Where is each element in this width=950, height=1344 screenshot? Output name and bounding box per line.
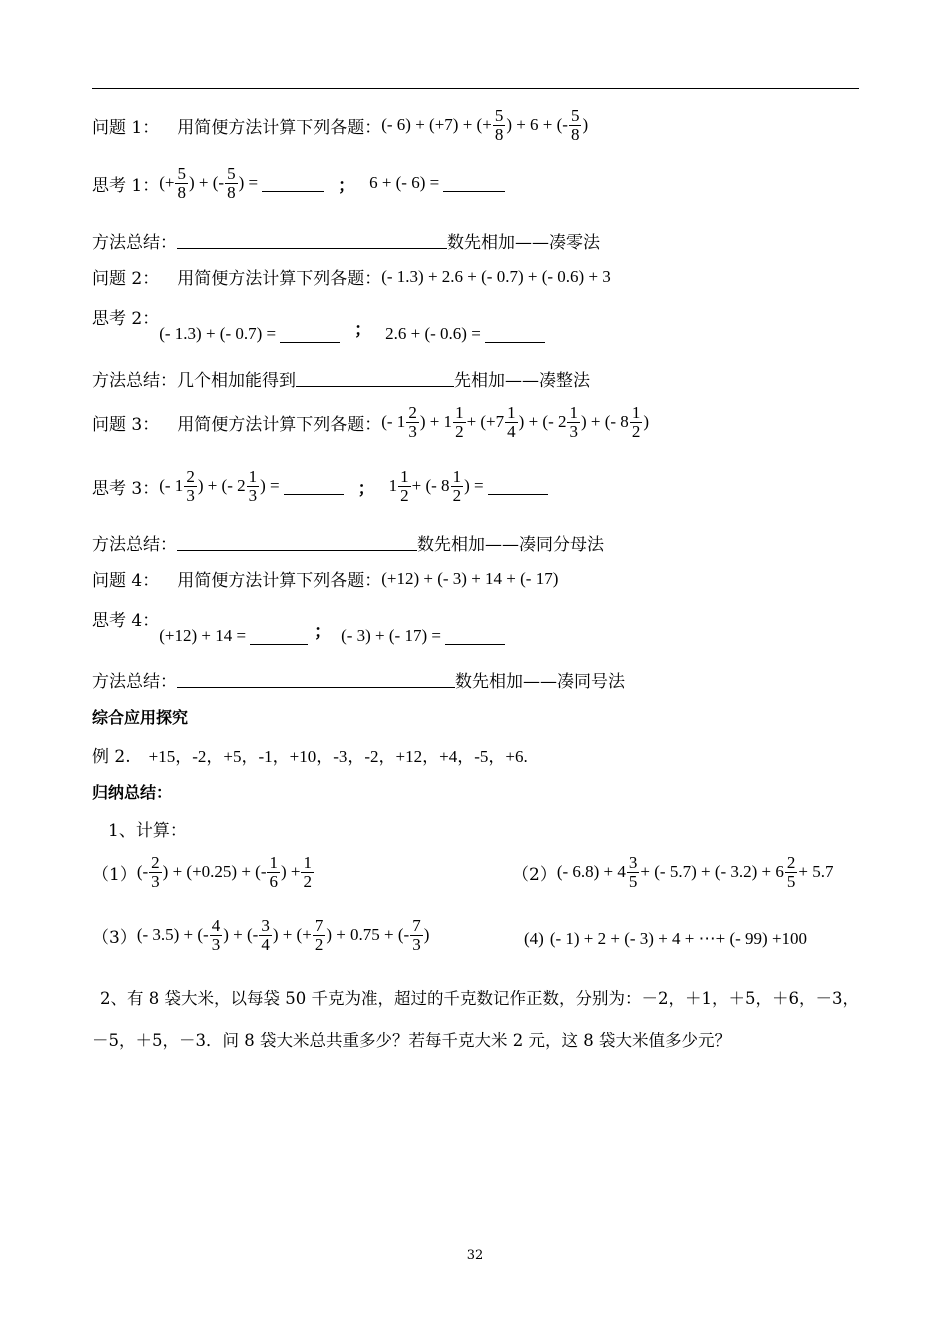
expr-part: ) = xyxy=(238,173,259,193)
separator: ； xyxy=(338,175,356,196)
denominator: 8 xyxy=(227,182,236,202)
think-2-expr-a: (- 1.3) + (- 0.7) = xyxy=(159,324,277,343)
expr-part: ) + (+ xyxy=(272,925,312,945)
method-2-mid: 几个相加能得到 xyxy=(177,371,296,391)
numerator: 1 xyxy=(269,853,278,872)
problem-2-expr xyxy=(557,854,834,891)
problem-1-label: （1） xyxy=(92,864,137,885)
numerator: 1 xyxy=(452,467,462,486)
method-1-tail: 数先相加——凑零法 xyxy=(447,233,600,253)
question-3-label: 问题 3： xyxy=(92,414,160,435)
expr-part: ) = xyxy=(464,476,484,496)
think-2 xyxy=(92,304,545,344)
answer-blank[interactable] xyxy=(177,534,417,551)
method-3-tail: 数先相加——凑同分母法 xyxy=(417,535,604,555)
fraction xyxy=(247,468,260,505)
expr-part: (- 6.8) + 4 xyxy=(556,862,626,882)
think-1 xyxy=(92,165,505,202)
question-4-text: 用简便方法计算下列各题： xyxy=(177,571,382,591)
question-2-label: 问题 2： xyxy=(92,269,160,289)
think-1-expr-a xyxy=(159,165,258,202)
numerator: 2 xyxy=(786,853,796,872)
denominator: 3 xyxy=(248,485,258,505)
question-1-expr xyxy=(381,107,588,144)
method-2-tail: 先相加——凑整法 xyxy=(454,371,590,391)
denominator: 4 xyxy=(507,421,516,441)
method-2-label: 方法总结： xyxy=(92,371,177,391)
numerator: 1 xyxy=(248,467,258,486)
denominator: 3 xyxy=(412,934,421,954)
fraction xyxy=(313,917,326,954)
method-4 xyxy=(92,667,625,692)
numerator: 4 xyxy=(211,916,221,935)
denominator: 2 xyxy=(314,934,324,954)
answer-blank[interactable] xyxy=(280,326,340,343)
separator: ； xyxy=(357,478,375,499)
numerator: 1 xyxy=(569,403,578,422)
header-rule xyxy=(92,88,859,89)
think-2-label: 思考 2： xyxy=(92,309,160,329)
answer-blank[interactable] xyxy=(443,175,505,192)
numerator: 2 xyxy=(151,853,160,872)
numerator: 5 xyxy=(177,164,186,183)
problem-4-expr: (- 1) + 2 + (- 3) + 4 + ⋯+ (- 99) +100 xyxy=(549,929,808,948)
numerator: 2 xyxy=(408,403,417,422)
fraction xyxy=(225,165,238,202)
problem-3-expr xyxy=(137,917,430,954)
answer-blank[interactable] xyxy=(284,478,344,495)
method-3-label: 方法总结： xyxy=(92,535,177,555)
expr-part: ) + 0.75 + (- xyxy=(326,925,410,945)
page-number: 32 xyxy=(466,1248,484,1263)
think-4-expr-a: (+12) + 14 = xyxy=(159,626,247,645)
fraction xyxy=(451,468,464,505)
expr-part: ) + xyxy=(280,862,301,882)
expr-part: ) xyxy=(582,115,589,135)
expr-part: (- 1 xyxy=(159,476,184,496)
denominator: 5 xyxy=(786,871,796,891)
denominator: 3 xyxy=(569,421,578,441)
numerator: 5 xyxy=(227,164,236,183)
denominator: 2 xyxy=(455,421,464,441)
method-3 xyxy=(92,530,604,555)
question-4-expr: (+12) + (- 3) + 14 + (- 17) xyxy=(381,568,559,588)
think-1-label: 思考 1： xyxy=(92,175,160,196)
expr-part: + (- 5.7) + (- 3.2) + 6 xyxy=(640,862,784,882)
think-3 xyxy=(92,468,548,505)
denominator: 8 xyxy=(494,124,504,144)
denominator: 6 xyxy=(269,871,278,891)
method-1-label: 方法总结： xyxy=(92,233,177,253)
fraction xyxy=(398,468,411,505)
problem-2 xyxy=(512,854,833,891)
problem-3-label: （3） xyxy=(92,927,137,948)
denominator: 8 xyxy=(570,124,580,144)
expr-part: ) + (- xyxy=(223,925,259,945)
question-3-text: 用简便方法计算下列各题： xyxy=(177,414,382,435)
expr-part: ) + 1 xyxy=(419,412,453,432)
numerator: 7 xyxy=(412,916,421,935)
expr-part: + (- 8 xyxy=(411,476,450,496)
section-heading: 综合应用探究 xyxy=(92,708,189,727)
expr-part: ) = xyxy=(260,476,280,496)
denominator: 3 xyxy=(408,421,417,441)
fraction xyxy=(567,404,580,441)
denominator: 2 xyxy=(303,871,312,891)
denominator: 4 xyxy=(261,934,270,954)
answer-blank[interactable] xyxy=(485,326,545,343)
numerator: 7 xyxy=(314,916,324,935)
numerator: 5 xyxy=(494,106,504,125)
fraction xyxy=(453,404,466,441)
question-3 xyxy=(92,404,649,441)
denominator: 2 xyxy=(631,421,641,441)
expr-part: (+ xyxy=(159,173,175,193)
question-4 xyxy=(92,566,558,591)
method-1 xyxy=(92,228,600,253)
problem-2-label: （2） xyxy=(512,864,557,885)
numerator: 1 xyxy=(507,403,516,422)
answer-blank[interactable] xyxy=(488,478,548,495)
numerator: 2 xyxy=(186,467,195,486)
question-2 xyxy=(92,264,611,289)
fraction xyxy=(569,107,582,144)
denominator: 3 xyxy=(186,485,195,505)
answer-blank[interactable] xyxy=(445,628,505,645)
expr-part: (- xyxy=(136,862,149,882)
expr-part: ) + (+0.25) + (- xyxy=(162,862,267,882)
problem-4-label: (4) xyxy=(524,929,544,948)
answer-blank[interactable] xyxy=(262,175,324,192)
fraction xyxy=(410,917,423,954)
question-1 xyxy=(92,107,588,144)
summary-heading: 归纳总结： xyxy=(92,783,173,802)
fraction xyxy=(175,165,188,202)
numerator: 5 xyxy=(570,106,580,125)
numerator: 3 xyxy=(628,853,638,872)
think-1-expr-b: 6 + (- 6) = xyxy=(369,173,440,193)
think-4 xyxy=(92,606,505,646)
fraction xyxy=(785,854,798,891)
denominator: 8 xyxy=(177,182,186,202)
think-3-expr-b xyxy=(389,468,484,505)
answer-blank[interactable] xyxy=(177,232,447,249)
expr-part: ) + 6 + (- xyxy=(506,115,568,135)
question-3-expr xyxy=(381,404,649,441)
expr-part: ) + (- xyxy=(188,173,225,193)
question-2-expr: (- 1.3) + 2.6 + (- 0.7) + (- 0.6) + 3 xyxy=(381,266,611,286)
denominator: 3 xyxy=(151,871,160,891)
problem-4 xyxy=(524,929,807,949)
expr-part: ) xyxy=(423,925,430,945)
problem-1 xyxy=(92,854,315,891)
numerator: 3 xyxy=(261,916,270,935)
fraction xyxy=(505,404,518,441)
numerator: 1 xyxy=(303,853,312,872)
answer-blank[interactable] xyxy=(296,370,454,387)
fraction xyxy=(184,468,197,505)
method-4-label: 方法总结： xyxy=(92,672,177,692)
example-2 xyxy=(92,742,528,767)
denominator: 3 xyxy=(211,934,221,954)
expr-part: ) + (- 2 xyxy=(197,476,246,496)
expr-part: + (+7 xyxy=(466,412,505,432)
think-3-label: 思考 3： xyxy=(92,478,160,499)
expr-part: ) + (- 2 xyxy=(518,412,567,432)
expr-part: + 5.7 xyxy=(798,862,834,882)
word-problem-2: 2、有 8 袋大米，以每袋 50 千克为准，超过的千克数记作正数，分别为：－2，＋1，＋5，＋6，－3，－5，＋5，－3．问 8 袋大米总共重多少？若每千克大米 2 元，这 8 袋大米值多少元？ xyxy=(92,989,859,1050)
numerator: 1 xyxy=(631,403,641,422)
question-1-label: 问题 1： xyxy=(92,117,160,138)
expr-part: (- 6) + (+7) + (+ xyxy=(381,115,492,135)
method-4-tail: 数先相加——凑同号法 xyxy=(455,672,625,692)
expr-part: (- 1 xyxy=(381,412,406,432)
fraction xyxy=(210,917,223,954)
expr-part: ) xyxy=(643,412,649,432)
question-1-text: 用简便方法计算下列各题： xyxy=(177,117,382,138)
calc-heading: 1、计算： xyxy=(108,821,187,841)
expr-part: ) + (- 8 xyxy=(580,412,629,432)
numerator: 1 xyxy=(455,403,464,422)
fraction xyxy=(259,917,272,954)
separator: ； xyxy=(314,621,332,642)
fraction xyxy=(493,107,506,144)
think-4-label: 思考 4： xyxy=(92,611,160,631)
think-4-expr-b: (- 3) + (- 17) = xyxy=(341,626,441,645)
numerator: 1 xyxy=(400,467,409,486)
expr-part: (- 3.5) + (- xyxy=(136,925,209,945)
problem-1-expr xyxy=(137,854,315,891)
fraction xyxy=(627,854,640,891)
denominator: 2 xyxy=(452,485,462,505)
fraction xyxy=(149,854,162,891)
think-3-expr-a xyxy=(159,468,279,505)
answer-blank[interactable] xyxy=(177,671,455,688)
example-2-label: 例 2. xyxy=(92,747,131,767)
question-4-label: 问题 4： xyxy=(92,571,160,591)
denominator: 5 xyxy=(628,871,638,891)
problem-3 xyxy=(92,917,429,954)
expr-part: 1 xyxy=(388,476,398,496)
think-2-expr-b: 2.6 + (- 0.6) = xyxy=(385,324,481,343)
fraction xyxy=(406,404,419,441)
denominator: 2 xyxy=(400,485,409,505)
question-2-text: 用简便方法计算下列各题： xyxy=(177,269,382,289)
method-2 xyxy=(92,366,590,391)
example-2-values: +15，-2，+5，-1，+10，-3，-2，+12，+4，-5，+6. xyxy=(148,747,528,766)
answer-blank[interactable] xyxy=(250,628,308,645)
fraction xyxy=(267,854,280,891)
separator: ； xyxy=(354,319,372,340)
fraction xyxy=(301,854,314,891)
fraction xyxy=(630,404,643,441)
